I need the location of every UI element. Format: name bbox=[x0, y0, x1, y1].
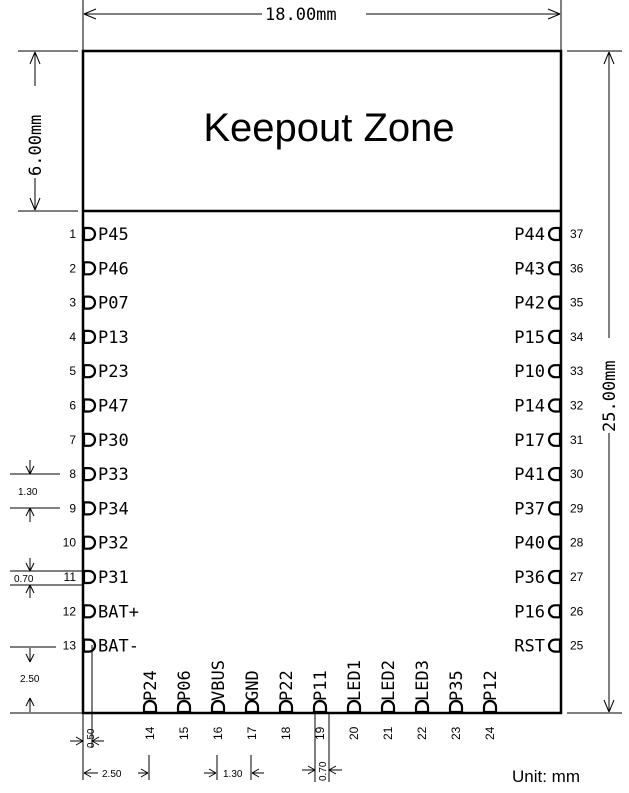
pin-number: 7 bbox=[69, 432, 76, 447]
pin-number: 13 bbox=[62, 638, 76, 653]
pin-number: 15 bbox=[177, 726, 191, 740]
pin-number: 2 bbox=[69, 261, 76, 276]
height-label: 25.00mm bbox=[600, 360, 620, 432]
pin-name: P40 bbox=[514, 533, 545, 554]
pin-number: 1 bbox=[69, 227, 76, 241]
pin-name: BAT- bbox=[98, 636, 139, 657]
pin-name: P06 bbox=[175, 670, 195, 701]
pin-pad bbox=[84, 605, 95, 617]
right-pin bbox=[514, 499, 583, 519]
pin-number: 34 bbox=[570, 329, 584, 344]
pin-pad bbox=[246, 701, 258, 712]
pin-number: 32 bbox=[570, 398, 584, 413]
pin-pad bbox=[416, 701, 428, 712]
pin-number: 28 bbox=[570, 535, 584, 550]
bottom-pin bbox=[175, 670, 195, 740]
bottom-pin bbox=[345, 660, 365, 740]
pin-name: P16 bbox=[514, 602, 545, 623]
width-label: 18.00mm bbox=[265, 5, 337, 25]
pin-number: 12 bbox=[62, 604, 76, 619]
pin-name: P31 bbox=[98, 568, 129, 588]
pin-pad bbox=[84, 434, 95, 446]
pad-height-label: 0.70 bbox=[14, 574, 34, 585]
right-pin bbox=[514, 225, 583, 245]
left-pin-row bbox=[63, 225, 139, 657]
left-pin bbox=[69, 328, 128, 348]
pin-name: P15 bbox=[514, 327, 545, 348]
pin-name: P41 bbox=[514, 465, 545, 486]
pin-pad bbox=[212, 701, 224, 712]
pin-number: 22 bbox=[415, 726, 429, 740]
pin-number: 19 bbox=[313, 726, 327, 740]
pin-pad bbox=[178, 701, 190, 712]
pin-number: 35 bbox=[570, 295, 584, 310]
pin-name: LED1 bbox=[345, 660, 365, 701]
left-pin bbox=[69, 225, 128, 245]
pin-name: LED3 bbox=[413, 660, 433, 701]
pin-pad bbox=[84, 537, 95, 549]
pin-pad bbox=[84, 365, 95, 377]
pin-number: 3 bbox=[69, 295, 76, 310]
pin-number: 27 bbox=[570, 570, 584, 584]
left-offset-annotation bbox=[83, 748, 149, 780]
pin-name: P23 bbox=[98, 362, 129, 383]
pin-name: P42 bbox=[514, 293, 545, 314]
pin-pad bbox=[549, 228, 560, 240]
pin-name: P37 bbox=[514, 499, 545, 520]
pad-width-annotation bbox=[70, 645, 104, 748]
right-pin bbox=[514, 602, 583, 622]
pin-name: P44 bbox=[514, 225, 545, 245]
pin-number: 14 bbox=[143, 726, 157, 740]
pin-pad bbox=[84, 502, 95, 514]
left-pin bbox=[69, 259, 128, 279]
bottom-pin bbox=[209, 660, 229, 740]
pin-pad bbox=[84, 571, 95, 583]
pin-pad bbox=[549, 537, 560, 549]
bottom-edge-annotation bbox=[10, 647, 82, 713]
bottom-pitch-label: 1.30 bbox=[223, 769, 243, 780]
pad-width-label: 0.50 bbox=[86, 728, 97, 748]
pin-name: P14 bbox=[514, 396, 545, 417]
pin-name: P30 bbox=[98, 430, 129, 451]
pin-number: 4 bbox=[69, 329, 76, 344]
left-pin bbox=[69, 499, 128, 519]
bottom-pin bbox=[481, 670, 501, 740]
pin-number: 31 bbox=[570, 432, 584, 447]
pin-pad bbox=[549, 434, 560, 446]
left-pin bbox=[69, 465, 128, 485]
pin-pad bbox=[549, 468, 560, 480]
pin-name: GND bbox=[243, 670, 263, 701]
pin-name: P46 bbox=[98, 259, 129, 280]
pin-pad bbox=[84, 262, 95, 274]
right-pin bbox=[514, 294, 583, 314]
pin-pad bbox=[549, 640, 560, 652]
bottom-pad-width-label: 0.70 bbox=[318, 761, 329, 781]
pin-name: P32 bbox=[98, 533, 129, 554]
bottom-pin bbox=[413, 660, 433, 740]
pin-name: P33 bbox=[98, 465, 129, 486]
left-offset-label: 2.50 bbox=[102, 769, 122, 780]
right-pin bbox=[514, 465, 583, 485]
bottom-pin bbox=[447, 670, 467, 740]
pin-pad bbox=[549, 331, 560, 343]
pin-pad bbox=[84, 331, 95, 343]
keepout-height-label: 6.00mm bbox=[26, 114, 46, 176]
pin-pad bbox=[549, 365, 560, 377]
pin-number: 8 bbox=[69, 467, 76, 482]
left-pin bbox=[69, 431, 128, 451]
bottom-pin bbox=[311, 670, 331, 740]
width-dimension bbox=[83, 0, 561, 50]
pin-name: P35 bbox=[447, 670, 467, 701]
pin-number: 33 bbox=[570, 364, 584, 379]
left-pin bbox=[63, 602, 139, 622]
module-outline bbox=[83, 51, 561, 713]
pin-name: P07 bbox=[98, 293, 129, 314]
pin-number: 21 bbox=[381, 726, 395, 740]
pin-pad bbox=[84, 468, 95, 480]
pin-number: 29 bbox=[570, 501, 584, 516]
pin-number: 18 bbox=[279, 726, 293, 740]
pin-pad bbox=[144, 701, 156, 712]
pin-number: 5 bbox=[69, 364, 76, 379]
pin-name: P45 bbox=[98, 225, 129, 245]
keepout-height-dimension bbox=[18, 51, 78, 211]
right-pin bbox=[514, 637, 583, 657]
pin-number: 17 bbox=[245, 726, 259, 740]
bottom-pin bbox=[243, 670, 263, 740]
right-pin-row bbox=[514, 225, 583, 657]
pin-pad bbox=[84, 640, 95, 652]
pin-number: 30 bbox=[570, 467, 584, 482]
right-pin bbox=[514, 431, 583, 451]
bottom-pin bbox=[141, 670, 161, 740]
left-pin bbox=[69, 397, 128, 417]
pin-pad bbox=[549, 262, 560, 274]
pin-number: 10 bbox=[62, 535, 76, 550]
pitch-annotation bbox=[10, 460, 60, 522]
pin-name: P11 bbox=[311, 670, 331, 701]
pin-number: 26 bbox=[570, 604, 584, 619]
left-pin bbox=[63, 637, 139, 657]
pin-name: P10 bbox=[514, 362, 545, 383]
pin-name: P36 bbox=[514, 568, 545, 588]
pin-name: RST bbox=[514, 636, 545, 657]
right-pin bbox=[514, 568, 583, 588]
pin-name: P12 bbox=[481, 670, 501, 701]
pin-pad bbox=[484, 701, 496, 712]
unit-label: Unit: mm bbox=[512, 767, 580, 786]
pin-pad bbox=[549, 400, 560, 412]
bottom-pin bbox=[277, 670, 297, 740]
pin-name: LED2 bbox=[379, 660, 399, 701]
pin-number: 11 bbox=[63, 570, 76, 584]
bottom-pad-width-annotation bbox=[302, 713, 342, 782]
pin-pad bbox=[280, 701, 292, 712]
pin-name: P47 bbox=[98, 396, 129, 417]
pin-name: P24 bbox=[141, 670, 161, 701]
pin-pad bbox=[549, 605, 560, 617]
right-pin bbox=[514, 328, 583, 348]
pin-name: BAT+ bbox=[98, 602, 139, 623]
right-pin bbox=[514, 534, 583, 554]
right-pin bbox=[514, 397, 583, 417]
pin-pad bbox=[450, 701, 462, 712]
pin-pad bbox=[382, 701, 394, 712]
left-pin bbox=[63, 534, 129, 554]
left-pin bbox=[69, 362, 128, 382]
pin-pad bbox=[84, 228, 95, 240]
pin-pad bbox=[549, 502, 560, 514]
pin-number: 23 bbox=[449, 726, 463, 740]
right-pin bbox=[514, 362, 583, 382]
left-pin bbox=[69, 294, 128, 314]
pin-pad bbox=[348, 701, 360, 712]
keepout-zone-label: Keepout Zone bbox=[203, 106, 455, 150]
pin-name: P22 bbox=[277, 670, 297, 701]
bottom-pin-row bbox=[141, 660, 501, 740]
bottom-pin bbox=[379, 660, 399, 740]
right-pin bbox=[514, 259, 583, 279]
pin-pad bbox=[84, 297, 95, 309]
pin-number: 16 bbox=[211, 726, 225, 740]
pin-name: P13 bbox=[98, 327, 129, 348]
pitch-label: 1.30 bbox=[18, 487, 38, 498]
pin-name: P17 bbox=[514, 430, 545, 451]
bottom-edge-label: 2.50 bbox=[20, 674, 40, 685]
pin-pad bbox=[549, 297, 560, 309]
pin-name: VBUS bbox=[209, 660, 229, 701]
pin-number: 6 bbox=[69, 398, 76, 413]
pin-number: 36 bbox=[570, 261, 584, 276]
pin-name: P34 bbox=[98, 499, 129, 520]
pin-number: 9 bbox=[69, 501, 76, 516]
pin-number: 24 bbox=[483, 726, 497, 740]
pin-number: 25 bbox=[570, 638, 584, 653]
pin-name: P43 bbox=[514, 259, 545, 280]
pin-pad bbox=[549, 571, 560, 583]
pin-number: 20 bbox=[347, 726, 361, 740]
pin-pad bbox=[84, 400, 95, 412]
pin-pad bbox=[314, 701, 326, 712]
bottom-pitch-annotation bbox=[204, 755, 264, 780]
pin-number: 37 bbox=[570, 227, 584, 241]
